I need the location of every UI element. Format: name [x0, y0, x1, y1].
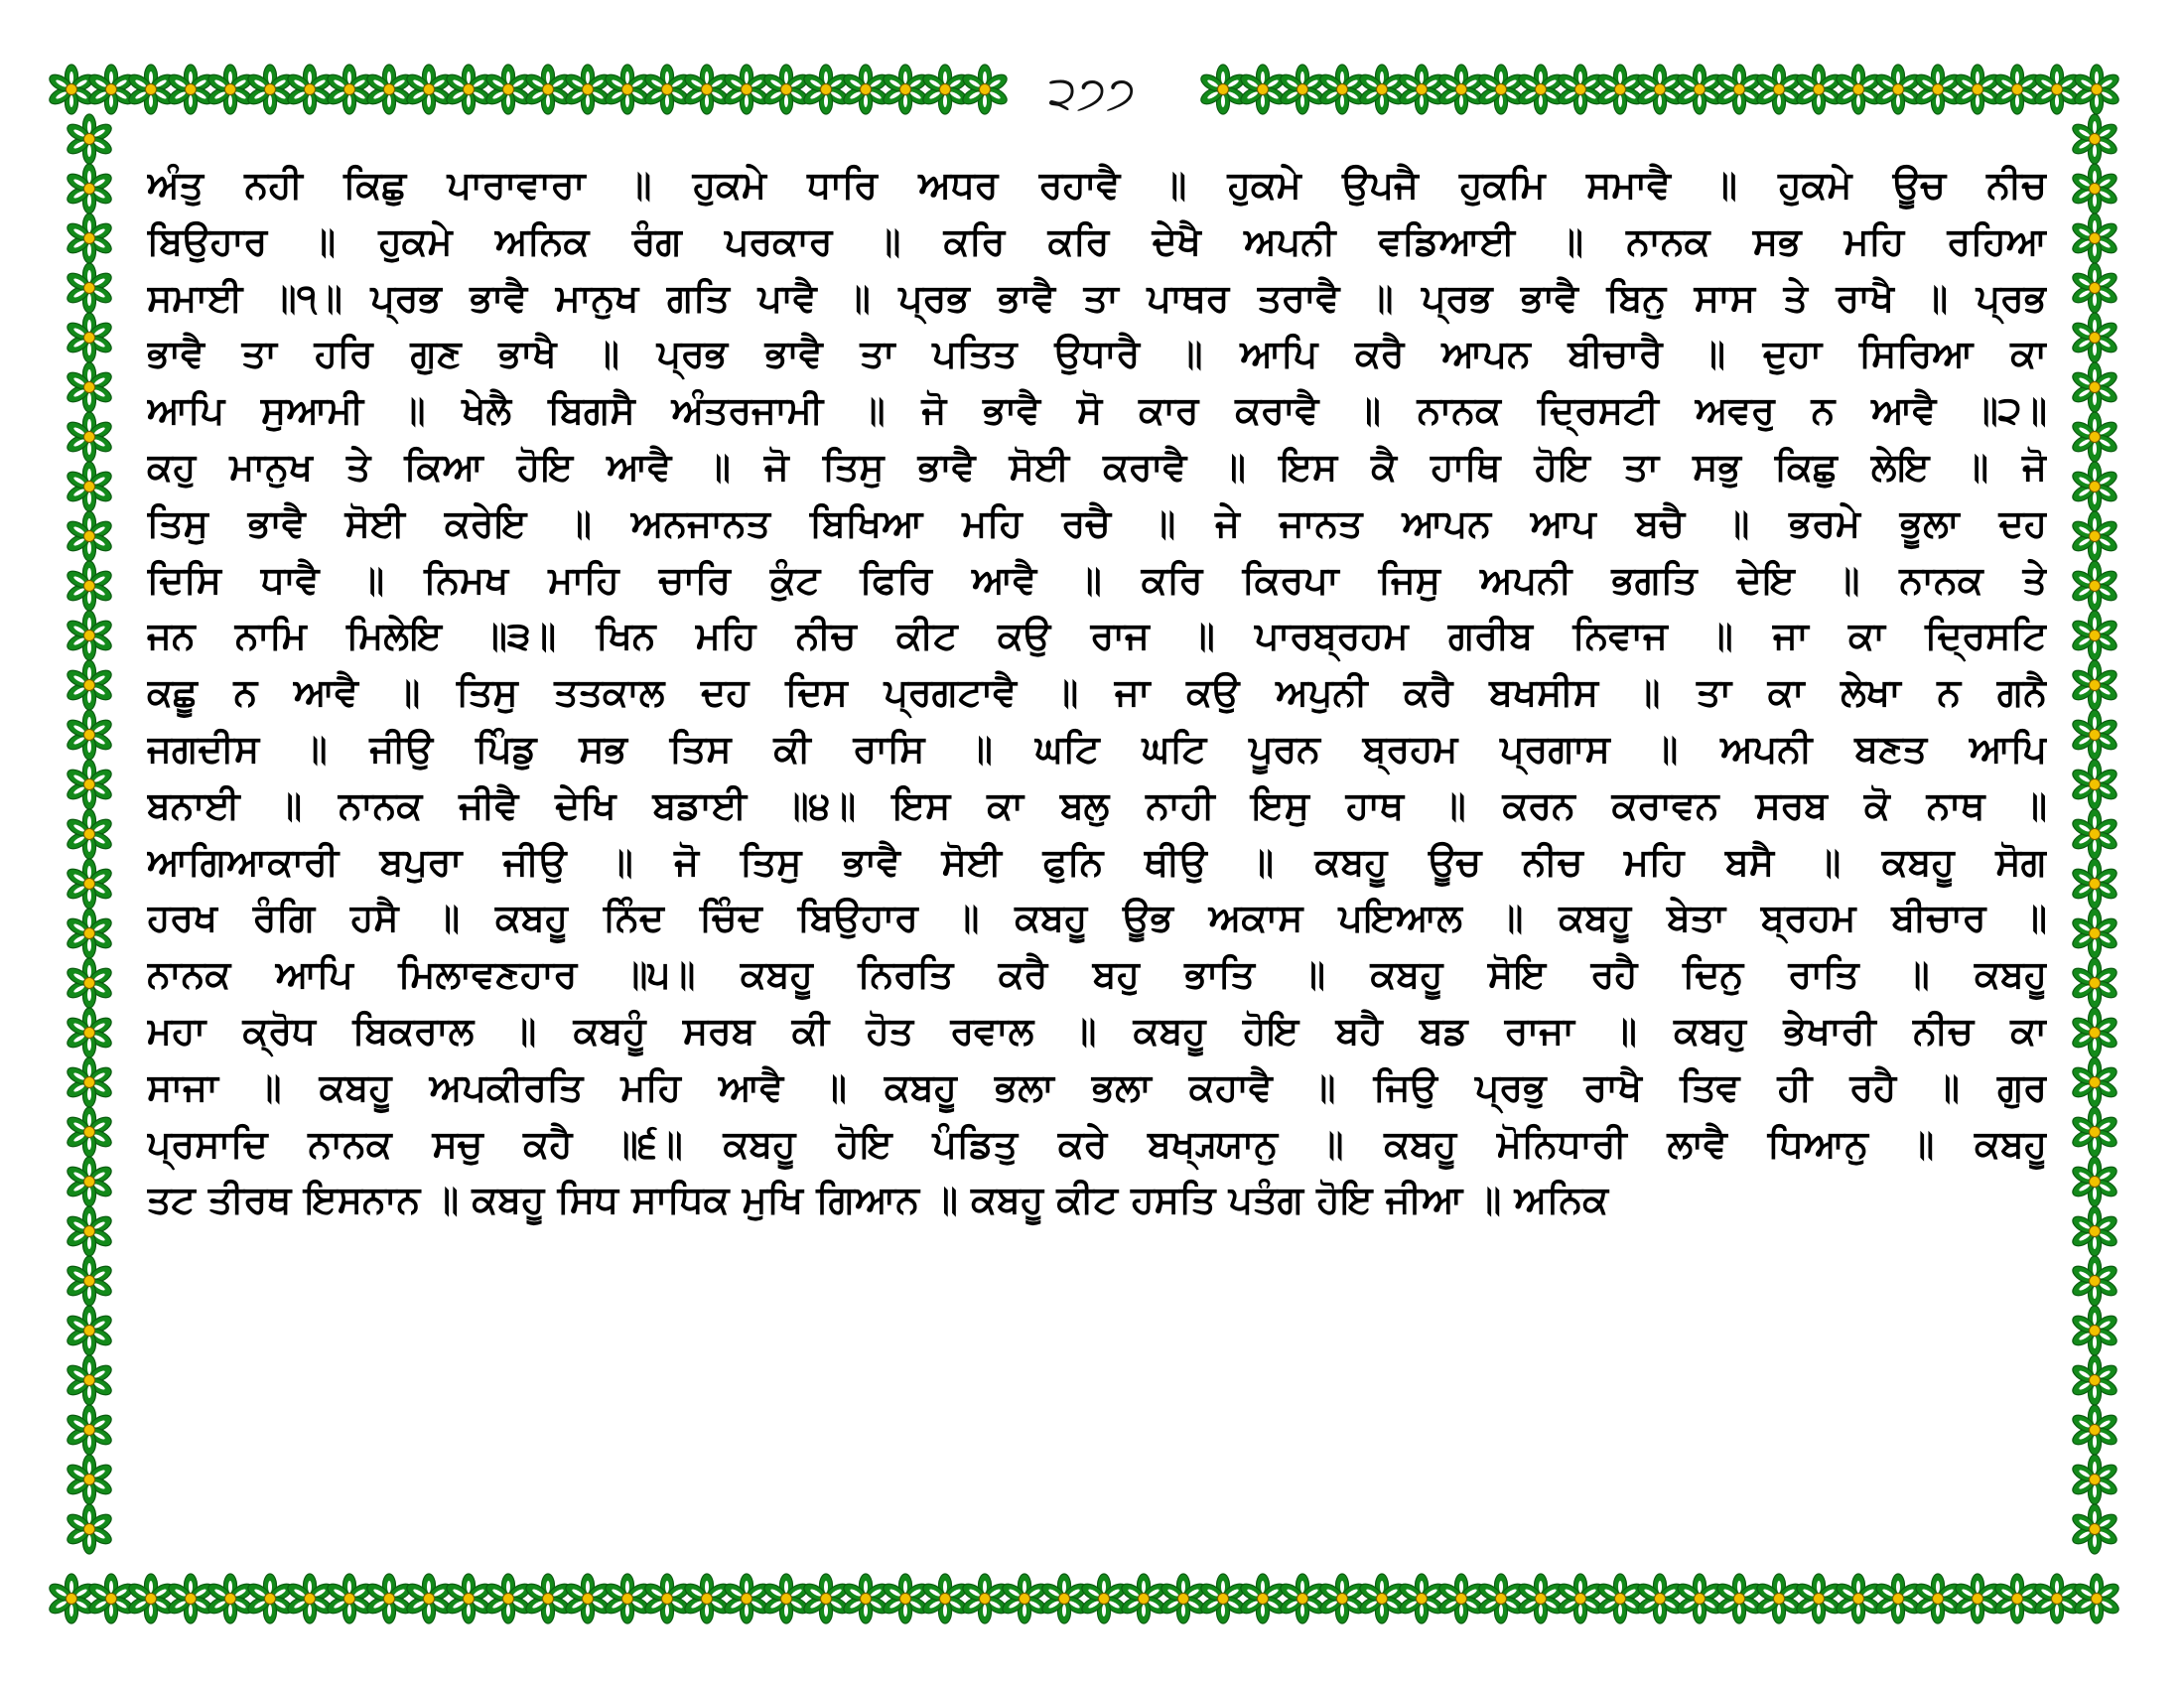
- verse-line: ਹਰਖ ਰੰਗਿ ਹਸੈ ॥ ਕਬਹੂ ਨਿੰਦ ਚਿੰਦ ਬਿਉਹਾਰ ॥ ਕਬਹੂ ਊਭ ਅਕਾਸ ਪਇਆਲ ॥ ਕਬਹੂ ਬੇਤਾ ਬ੍ਰਹਮ ਬੀਚਾਰ ॥: [147, 896, 2047, 940]
- flower-icon: [47, 65, 96, 114]
- flower-icon: [2070, 760, 2119, 809]
- flower-icon: [65, 909, 114, 958]
- flower-icon: [483, 65, 533, 114]
- flower-icon: [65, 362, 114, 412]
- flower-icon: [205, 65, 255, 114]
- flower-icon: [2070, 660, 2119, 710]
- page-number: ੨੭੭: [1013, 58, 1171, 127]
- flower-icon: [2070, 462, 2119, 511]
- flower-icon: [86, 1574, 136, 1623]
- flower-icon: [364, 65, 414, 114]
- flower-icon: [404, 1574, 454, 1623]
- verse-line: ਜਨ ਨਾਮਿ ਮਿਲੇਇ ॥੩॥ ਖਿਨ ਮਹਿ ਨੀਚ ਕੀਟ ਕਉ ਰਾਜ ॥ ਪਾਰਬ੍ਰਹਮ ਗਰੀਬ ਨਿਵਾਜ ॥ ਜਾ ਕਾ ਦ੍ਰਿਸਟਿ: [147, 614, 2047, 658]
- flower-icon: [325, 65, 374, 114]
- flower-icon: [126, 65, 176, 114]
- flower-icon: [761, 1574, 811, 1623]
- flower-icon: [2070, 412, 2119, 462]
- flower-icon: [65, 1455, 114, 1504]
- verse-line: ਕਛੂ ਨ ਆਵੈ ॥ ਤਿਸੁ ਤਤਕਾਲ ਦਹ ਦਿਸ ਪ੍ਰਗਟਾਵੈ ॥ ਜਾ ਕਉ ਅਪੁਨੀ ਕਰੈ ਬਖਸੀਸ ॥ ਤਾ ਕਾ ਲੇਖਾ ਨ ਗਨੈ: [147, 670, 2047, 715]
- flower-icon: [2070, 511, 2119, 561]
- flower-icon: [1754, 1574, 1804, 1623]
- verse-line: ਬਿਉਹਾਰ ॥ ਹੁਕਮੇ ਅਨਿਕ ਰੰਗ ਪਰਕਾਰ ॥ ਕਰਿ ਕਰਿ ਦੇਖੈ ਅਪਨੀ ਵਡਿਆਈ ॥ ਨਾਨਕ ਸਭ ਮਹਿ ਰਹਿਆ: [147, 218, 2047, 263]
- flower-icon: [523, 1574, 573, 1623]
- flower-icon: [1595, 1574, 1645, 1623]
- flower-icon: [801, 65, 851, 114]
- flower-icon: [881, 1574, 930, 1623]
- flower-icon: [1794, 65, 1843, 114]
- flower-icon: [1357, 65, 1407, 114]
- verse-line: ਤਟ ਤੀਰਥ ਇਸਨਾਨ ॥ ਕਬਹੂ ਸਿਧ ਸਾਧਿਕ ਮੁਖਿ ਗਿਆਨ ॥ ਕਬਹੂ ਕੀਟ ਹਸਤਿ ਪਤੰਗ ਹੋਇ ਜੀਆ ॥ ਅਨਿਕ: [147, 1178, 1609, 1222]
- flower-icon: [65, 611, 114, 660]
- flower-icon: [761, 65, 811, 114]
- flower-icon: [245, 65, 295, 114]
- flower-icon: [2070, 909, 2119, 958]
- flower-icon: [2072, 1574, 2121, 1623]
- flower-icon: [285, 65, 335, 114]
- flower-icon: [65, 462, 114, 511]
- flower-icon: [65, 1256, 114, 1306]
- flower-icon: [2070, 1008, 2119, 1057]
- flower-icon: [1317, 65, 1367, 114]
- flower-icon: [2070, 958, 2119, 1008]
- flower-icon: [1992, 65, 2042, 114]
- flower-icon: [1000, 1574, 1049, 1623]
- flower-icon: [960, 65, 1010, 114]
- flower-icon: [2032, 65, 2082, 114]
- flower-icon: [1397, 1574, 1446, 1623]
- flower-icon: [1119, 1574, 1168, 1623]
- verse-line: ਮਹਾ ਕ੍ਰੋਧ ਬਿਕਰਾਲ ॥ ਕਬਹੂੰ ਸਰਬ ਕੀ ਹੋਤ ਰਵਾਲ ॥ ਕਬਹੂ ਹੋਇ ਬਹੈ ਬਡ ਰਾਜਾ ॥ ਕਬਹੁ ਭੇਖਾਰੀ ਨੀਚ ਕਾ: [147, 1008, 2047, 1053]
- flower-icon: [483, 1574, 533, 1623]
- flower-icon: [65, 1008, 114, 1057]
- flower-icon: [2070, 809, 2119, 859]
- flower-icon: [1159, 1574, 1208, 1623]
- flower-icon: [603, 65, 652, 114]
- flower-icon: [1556, 1574, 1605, 1623]
- flower-icon: [1317, 1574, 1367, 1623]
- flower-icon: [1754, 65, 1804, 114]
- flower-icon: [65, 412, 114, 462]
- scripture-text: [147, 157, 2047, 1537]
- flower-icon: [2070, 1057, 2119, 1107]
- flower-icon: [65, 958, 114, 1008]
- verse-line: ਸਾਜਾ ॥ ਕਬਹੂ ਅਪਕੀਰਤਿ ਮਹਿ ਆਵੈ ॥ ਕਬਹੂ ਭਲਾ ਭਲਾ ਕਹਾਵੈ ॥ ਜਿਉ ਪ੍ਰਭੁ ਰਾਖੈ ਤਿਵ ਹੀ ਰਹੈ ॥ ਗੁਰ: [147, 1064, 2047, 1109]
- flower-icon: [1476, 65, 1526, 114]
- flower-icon: [1635, 65, 1685, 114]
- flower-icon: [65, 313, 114, 362]
- verse-line: ਬਨਾਈ ॥ ਨਾਨਕ ਜੀਵੈ ਦੇਖਿ ਬਡਾਈ ॥੪॥ ਇਸ ਕਾ ਬਲੁ ਨਾਹੀ ਇਸੁ ਹਾਥ ॥ ਕਰਨ ਕਰਾਵਨ ਸਰਬ ਕੋ ਨਾਥ ॥: [147, 782, 2047, 827]
- verse-line: ਨਾਨਕ ਆਪਿ ਮਿਲਾਵਣਹਾਰ ॥੫॥ ਕਬਹੂ ਨਿਰਤਿ ਕਰੈ ਬਹੁ ਭਾਤਿ ॥ ਕਬਹੂ ਸੋਇ ਰਹੈ ਦਿਨੁ ਰਾਤਿ ॥ ਕਬਹੂ: [147, 952, 2047, 997]
- flower-icon: [682, 65, 732, 114]
- flower-icon: [404, 65, 454, 114]
- flower-icon: [65, 1206, 114, 1256]
- flower-icon: [285, 1574, 335, 1623]
- flower-icon: [2070, 1306, 2119, 1355]
- flower-icon: [65, 561, 114, 611]
- flower-icon: [2070, 114, 2119, 164]
- flower-icon: [1794, 1574, 1843, 1623]
- verse-line: ਆਪਿ ਸੁਆਮੀ ॥ ਖੇਲੈ ਬਿਗਸੈ ਅੰਤਰਜਾਮੀ ॥ ਜੋ ਭਾਵੈ ਸੋ ਕਾਰ ਕਰਾਵੈ ॥ ਨਾਨਕ ਦ੍ਰਿਸਟੀ ਅਵਰੁ ਨ ਆਵੈ ॥੨॥: [147, 388, 2047, 433]
- flower-icon: [65, 660, 114, 710]
- flower-icon: [2070, 710, 2119, 760]
- flower-icon: [65, 859, 114, 909]
- flower-icon: [1556, 65, 1605, 114]
- flower-icon: [2070, 1504, 2119, 1554]
- flower-icon: [444, 1574, 493, 1623]
- flower-icon: [1436, 1574, 1486, 1623]
- flower-icon: [2070, 1157, 2119, 1206]
- flower-icon: [2070, 362, 2119, 412]
- flower-icon: [2070, 263, 2119, 313]
- flower-icon: [920, 65, 970, 114]
- flower-icon: [2070, 611, 2119, 660]
- verse-line: ਤਿਸੁ ਭਾਵੈ ਸੋਈ ਕਰੇਇ ॥ ਅਨਜਾਨਤ ਬਿਖਿਆ ਮਹਿ ਰਚੈ ॥ ਜੇ ਜਾਨਤ ਆਪਨ ਆਪ ਬਚੈ ॥ ਭਰਮੇ ਭੂਲਾ ਦਹ: [147, 500, 2047, 545]
- flower-icon: [86, 65, 136, 114]
- flower-icon: [523, 65, 573, 114]
- flower-icon: [603, 1574, 652, 1623]
- flower-icon: [1516, 65, 1566, 114]
- flower-icon: [1278, 65, 1327, 114]
- flower-icon: [563, 65, 613, 114]
- flower-icon: [801, 1574, 851, 1623]
- flower-icon: [2070, 1206, 2119, 1256]
- flower-icon: [47, 1574, 96, 1623]
- flower-icon: [563, 1574, 613, 1623]
- flower-icon: [1953, 65, 2002, 114]
- flower-icon: [65, 1107, 114, 1157]
- flower-icon: [166, 1574, 215, 1623]
- flower-icon: [1714, 1574, 1764, 1623]
- flower-icon: [444, 65, 493, 114]
- flower-icon: [1834, 1574, 1883, 1623]
- flower-icon: [2070, 1256, 2119, 1306]
- flower-icon: [2072, 65, 2121, 114]
- flower-icon: [2070, 213, 2119, 263]
- verse-line: ਦਿਸਿ ਧਾਵੈ ॥ ਨਿਮਖ ਮਾਹਿ ਚਾਰਿ ਕੁੰਟ ਫਿਰਿ ਆਵੈ ॥ ਕਰਿ ਕਿਰਪਾ ਜਿਸੁ ਅਪਨੀ ਭਗਤਿ ਦੇਇ ॥ ਨਾਨਕ ਤੇ: [147, 557, 2047, 602]
- flower-icon: [2070, 313, 2119, 362]
- flower-icon: [65, 1157, 114, 1206]
- flower-icon: [1476, 1574, 1526, 1623]
- flower-icon: [2032, 1574, 2082, 1623]
- flower-icon: [65, 809, 114, 859]
- flower-icon: [325, 1574, 374, 1623]
- flower-icon: [1436, 65, 1486, 114]
- flower-icon: [2070, 859, 2119, 909]
- flower-icon: [65, 710, 114, 760]
- flower-icon: [65, 1504, 114, 1554]
- flower-icon: [841, 1574, 890, 1623]
- flower-icon: [1873, 65, 1923, 114]
- verse-line: ਸਮਾਈ ॥੧॥ ਪ੍ਰਭ ਭਾਵੈ ਮਾਨੁਖ ਗਤਿ ਪਾਵੈ ॥ ਪ੍ਰਭ ਭਾਵੈ ਤਾ ਪਾਥਰ ਤਰਾਵੈ ॥ ਪ੍ਰਭ ਭਾਵੈ ਬਿਨੁ ਸਾਸ ਤੇ ਰਾਖੈ ॥ ਪ੍ਰਭ: [147, 275, 2047, 320]
- flower-icon: [245, 1574, 295, 1623]
- flower-icon: [960, 1574, 1010, 1623]
- verse-line: ਕਹੁ ਮਾਨੁਖ ਤੇ ਕਿਆ ਹੋਇ ਆਵੈ ॥ ਜੋ ਤਿਸੁ ਭਾਵੈ ਸੋਈ ਕਰਾਵੈ ॥ ਇਸ ਕੈ ਹਾਥਿ ਹੋਇ ਤਾ ਸਭੁ ਕਿਛੁ ਲੇਇ ॥ ਜੋ: [147, 444, 2047, 489]
- flower-icon: [1516, 1574, 1566, 1623]
- flower-icon: [2070, 1355, 2119, 1405]
- flower-icon: [65, 1057, 114, 1107]
- flower-icon: [682, 1574, 732, 1623]
- flower-icon: [1953, 1574, 2002, 1623]
- flower-icon: [1397, 65, 1446, 114]
- flower-icon: [65, 114, 114, 164]
- flower-icon: [65, 1306, 114, 1355]
- flower-icon: [65, 1355, 114, 1405]
- flower-icon: [1913, 65, 1963, 114]
- flower-icon: [722, 1574, 771, 1623]
- flower-icon: [1595, 65, 1645, 114]
- flower-icon: [2070, 1405, 2119, 1455]
- flower-icon: [1238, 1574, 1288, 1623]
- flower-icon: [126, 1574, 176, 1623]
- flower-icon: [841, 65, 890, 114]
- flower-icon: [1635, 1574, 1685, 1623]
- flower-icon: [2070, 1455, 2119, 1504]
- flower-icon: [1675, 1574, 1724, 1623]
- flower-icon: [65, 213, 114, 263]
- flower-icon: [1834, 65, 1883, 114]
- flower-icon: [1357, 1574, 1407, 1623]
- flower-icon: [1198, 1574, 1248, 1623]
- flower-icon: [1675, 65, 1724, 114]
- flower-icon: [1714, 65, 1764, 114]
- flower-icon: [65, 263, 114, 313]
- flower-icon: [1198, 65, 1248, 114]
- flower-icon: [65, 164, 114, 213]
- verse-line: ਪ੍ਰਸਾਦਿ ਨਾਨਕ ਸਚੁ ਕਹੈ ॥੬॥ ਕਬਹੂ ਹੋਇ ਪੰਡਿਤੁ ਕਰੇ ਬਖ੍ਯ੍ਯਾਨੁ ॥ ਕਬਹੂ ਮੋਨਿਧਾਰੀ ਲਾਵੈ ਧਿਆਨੁ ॥ ਕਬਹੂ: [147, 1121, 2047, 1166]
- verse-line: ਅੰਤੁ ਨਹੀ ਕਿਛੁ ਪਾਰਾਵਾਰਾ ॥ ਹੁਕਮੇ ਧਾਰਿ ਅਧਰ ਰਹਾਵੈ ॥ ਹੁਕਮੇ ਉਪਜੈ ਹੁਕਮਿ ਸਮਾਵੈ ॥ ਹੁਕਮੇ ਊਚ ਨੀਚ: [147, 163, 2047, 207]
- flower-icon: [881, 65, 930, 114]
- flower-icon: [1992, 1574, 2042, 1623]
- flower-icon: [166, 65, 215, 114]
- flower-icon: [1873, 1574, 1923, 1623]
- flower-icon: [364, 1574, 414, 1623]
- verse-line: ਭਾਵੈ ਤਾ ਹਰਿ ਗੁਣ ਭਾਖੈ ॥ ਪ੍ਰਭ ਭਾਵੈ ਤਾ ਪਤਿਤ ਉਧਾਰੈ ॥ ਆਪਿ ਕਰੈ ਆਪਨ ਬੀਚਾਰੈ ॥ ਦੁਹਾ ਸਿਰਿਆ ਕਾ: [147, 332, 2047, 376]
- flower-icon: [722, 65, 771, 114]
- verse-line: ਜਗਦੀਸ ॥ ਜੀਉ ਪਿੰਡੁ ਸਭ ਤਿਸ ਕੀ ਰਾਸਿ ॥ ਘਟਿ ਘਟਿ ਪੂਰਨ ਬ੍ਰਹਮ ਪ੍ਰਗਾਸ ॥ ਅਪਨੀ ਬਣਤ ਆਪਿ: [147, 726, 2047, 771]
- flower-icon: [65, 1405, 114, 1455]
- flower-icon: [642, 65, 692, 114]
- flower-icon: [65, 511, 114, 561]
- flower-icon: [2070, 1107, 2119, 1157]
- flower-icon: [1278, 1574, 1327, 1623]
- flower-icon: [642, 1574, 692, 1623]
- flower-icon: [1039, 1574, 1089, 1623]
- flower-icon: [920, 1574, 970, 1623]
- flower-icon: [1238, 65, 1288, 114]
- flower-icon: [1079, 1574, 1129, 1623]
- verse-line: ਆਗਿਆਕਾਰੀ ਬਪੁਰਾ ਜੀਉ ॥ ਜੋ ਤਿਸੁ ਭਾਵੈ ਸੋਈ ਫੁਨਿ ਥੀਉ ॥ ਕਬਹੂ ਊਚ ਨੀਚ ਮਹਿ ਬਸੈ ॥ ਕਬਹੂ ਸੋਗ: [147, 839, 2047, 884]
- flower-icon: [205, 1574, 255, 1623]
- flower-icon: [1913, 1574, 1963, 1623]
- flower-icon: [65, 760, 114, 809]
- flower-icon: [2070, 164, 2119, 213]
- flower-icon: [2070, 561, 2119, 611]
